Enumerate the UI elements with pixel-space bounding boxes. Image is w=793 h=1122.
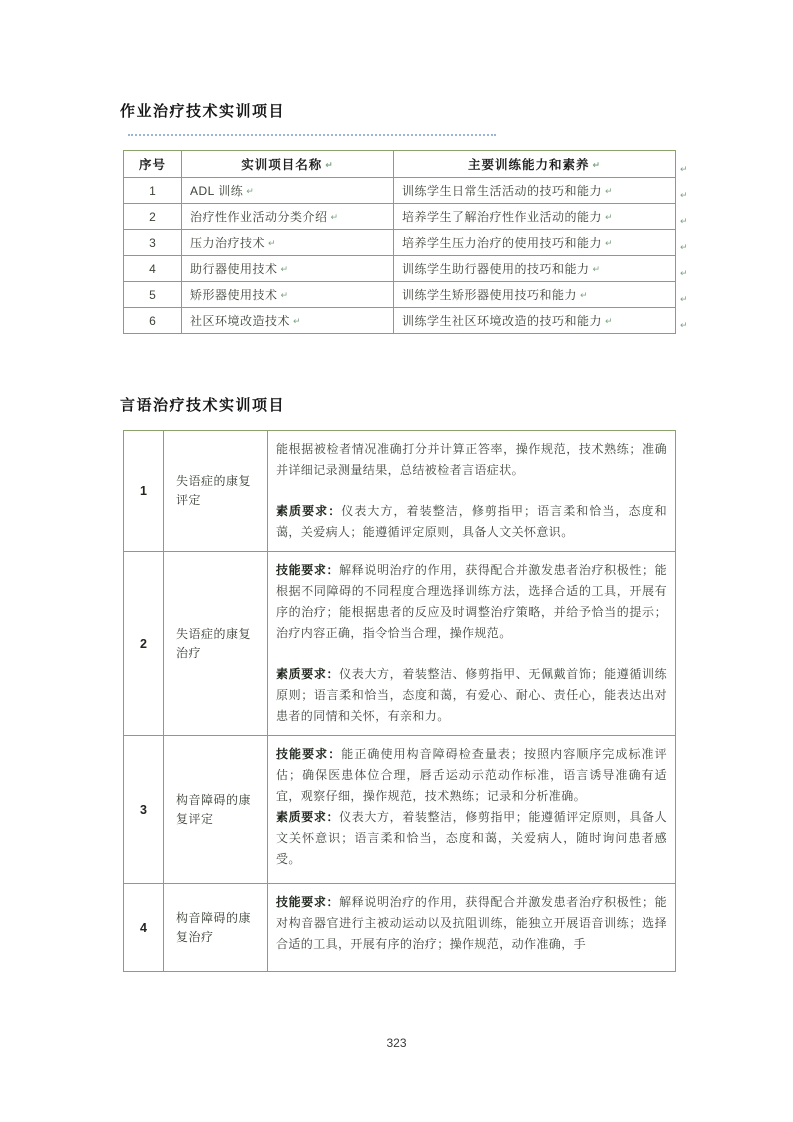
cell-project-name (182, 308, 394, 334)
col-header-project-name-label: 实训项目名称 (241, 158, 323, 172)
project-name-text: 压力治疗技术 (190, 236, 266, 250)
paragraph-mark-icon: ↵ (680, 320, 688, 330)
project-name-text: 矫形器使用技术 (190, 288, 278, 302)
cell-project-name: 构音障碍的康复治疗 (164, 884, 268, 972)
requirement-label: 素质要求： (276, 504, 342, 518)
page-number: 323 (386, 1036, 407, 1050)
paragraph-mark-icon: ↵ (293, 316, 302, 326)
requirement-paragraph (276, 807, 667, 870)
cell-project-name: 失语症的康复治疗 (164, 552, 268, 736)
cell-project-name: 失语症的康复评定 (164, 431, 268, 552)
requirement-paragraph (276, 664, 667, 727)
cell-no: 2 (124, 204, 182, 230)
project-name-text: 社区环境改造技术 (190, 314, 291, 328)
requirement-label: 技能要求： (276, 747, 342, 761)
cell-project-name: 构音障碍的康复评定 (164, 736, 268, 884)
project-name-text: 助行器使用技术 (190, 262, 278, 276)
requirement-paragraph (276, 501, 667, 543)
ability-desc-text: 训练学生助行器使用的技巧和能力 (402, 262, 590, 276)
cell-no: 1 (124, 431, 164, 552)
table-row (124, 884, 676, 972)
cell-ability-desc (394, 256, 676, 282)
requirement-text: 解释说明治疗的作用，获得配合并激发患者治疗积极性；能根据不同障碍的不同程度合理选择训练方法，选择合适的工具，开展有序的治疗；能根据患者的反应及时调整治疗策略，并给予恰当的提示；治疗内容正确，指令恰当合理，操作规范。 (276, 563, 667, 640)
cell-no: 5 (124, 282, 182, 308)
requirement-label: 技能要求： (276, 563, 340, 577)
paragraph-mark-icon: ↵ (280, 264, 289, 274)
col-header-no-label: 序号 (138, 158, 166, 172)
cell-no: 4 (124, 256, 182, 282)
paragraph-mark-icon: ↵ (605, 212, 614, 222)
cell-no: 6 (124, 308, 182, 334)
requirement-paragraph (276, 439, 667, 481)
table-row (124, 282, 676, 308)
paragraph-mark-icon: ↵ (680, 294, 688, 304)
requirement-text: 仪表大方，着装整洁，修剪指甲；能遵循评定原则，具备人文关怀意识；语言柔和恰当，态度和蔼，关爱病人，随时询问患者感受。 (276, 810, 667, 866)
requirement-text: 解释说明治疗的作用，获得配合并激发患者治疗积极性；能对构音器官进行主被动运动以及抗阻训练，能独立开展语音训练；选择合适的工具，开展有序的治疗；操作规范，动作准确，手 (276, 895, 667, 951)
paragraph-mark-icon: ↵ (280, 290, 289, 300)
table-row (124, 736, 676, 884)
ability-desc-text: 培养学生了解治疗性作业活动的能力 (402, 210, 603, 224)
col-header-abilities-label: 主要训练能力和素养 (467, 158, 590, 172)
speech-therapy-table (123, 430, 676, 972)
unreadable-caption-underline (128, 125, 496, 136)
paragraph-mark-icon: ↵ (680, 242, 688, 252)
cell-ability-desc (394, 282, 676, 308)
paragraph-mark-icon: ↵ (592, 160, 602, 170)
requirement-paragraph (276, 560, 667, 644)
requirement-text: 能根据被检者情况准确打分并计算正答率，操作规范，技术熟练；准确并详细记录测量结果，总结被检者言语症状。 (276, 442, 667, 477)
cell-requirements (268, 552, 676, 736)
col-header-project-name (182, 151, 394, 178)
paragraph-mark-icon: ↵ (680, 268, 688, 278)
section2-title: 言语治疗技术实训项目 (120, 397, 286, 414)
paragraph-mark-icon: ↵ (605, 316, 614, 326)
table-row (124, 256, 676, 282)
table-row (124, 204, 676, 230)
requirement-text: 仪表大方，着装整洁，修剪指甲；语言柔和恰当，态度和蔼，关爱病人；能遵循评定原则，具备人文关怀意识。 (276, 504, 667, 539)
cell-requirements (268, 431, 676, 552)
cell-requirements (268, 884, 676, 972)
cell-project-name (182, 230, 394, 256)
cell-project-name (182, 204, 394, 230)
table-row (124, 308, 676, 334)
cell-no: 2 (124, 552, 164, 736)
requirement-text: 仪表大方，着装整洁、修剪指甲、无佩戴首饰；能遵循训练原则；语言柔和恰当，态度和蔼，有爱心、耐心、责任心，能表达出对患者的同情和关怀，有亲和力。 (276, 667, 667, 723)
table-row (124, 431, 676, 552)
paragraph-mark-icon: ↵ (330, 212, 339, 222)
table-row (124, 552, 676, 736)
cell-no: 4 (124, 884, 164, 972)
cell-project-name (182, 178, 394, 204)
col-header-no (124, 151, 182, 178)
cell-ability-desc (394, 308, 676, 334)
table-header-row (124, 151, 676, 178)
cell-ability-desc (394, 204, 676, 230)
paragraph-mark-icon: ↵ (325, 160, 334, 170)
paragraph-mark-icon: ↵ (605, 238, 614, 248)
ability-desc-text: 训练学生日常生活活动的技巧和能力 (402, 184, 603, 198)
paragraph-mark-icon: ↵ (246, 186, 255, 196)
requirement-paragraph (276, 892, 667, 955)
ability-desc-text: 训练学生矫形器使用技巧和能力 (402, 288, 578, 302)
section1-title: 作业治疗技术实训项目 (120, 103, 286, 120)
paragraph-mark-icon: ↵ (605, 186, 614, 196)
requirement-label: 素质要求： (276, 810, 340, 824)
cell-no: 3 (124, 230, 182, 256)
requirement-paragraph (276, 744, 667, 807)
requirement-label: 素质要求： (276, 667, 340, 681)
cell-no: 1 (124, 178, 182, 204)
project-name-text: ADL 训练 (190, 184, 244, 198)
ability-desc-text: 培养学生压力治疗的使用技巧和能力 (402, 236, 603, 250)
cell-ability-desc (394, 178, 676, 204)
cell-no: 3 (124, 736, 164, 884)
cell-requirements (268, 736, 676, 884)
cell-project-name (182, 282, 394, 308)
project-name-text: 治疗性作业活动分类介绍 (190, 210, 328, 224)
cell-ability-desc (394, 230, 676, 256)
requirement-text: 能正确使用构音障碍检查量表；按照内容顺序完成标准评估；确保医患体位合理，唇舌运动示范动作标准，语言诱导准确有适宜，观察仔细，操作规范，技术熟练；记录和分析准确。 (276, 747, 667, 803)
requirement-label: 技能要求： (276, 895, 340, 909)
paragraph-mark-icon: ↵ (268, 238, 277, 248)
paragraph-mark-icon: ↵ (680, 164, 688, 174)
table-row (124, 230, 676, 256)
paragraph-mark-icon: ↵ (592, 264, 601, 274)
ability-desc-text: 训练学生社区环境改造的技巧和能力 (402, 314, 603, 328)
paragraph-mark-icon: ↵ (580, 290, 589, 300)
paragraph-mark-icon: ↵ (680, 216, 688, 226)
cell-project-name (182, 256, 394, 282)
table-row (124, 178, 676, 204)
occupational-therapy-table (123, 150, 676, 334)
col-header-abilities (394, 151, 676, 178)
paragraph-mark-icon: ↵ (680, 190, 688, 200)
table-outer-paragraph-marks (680, 156, 688, 338)
